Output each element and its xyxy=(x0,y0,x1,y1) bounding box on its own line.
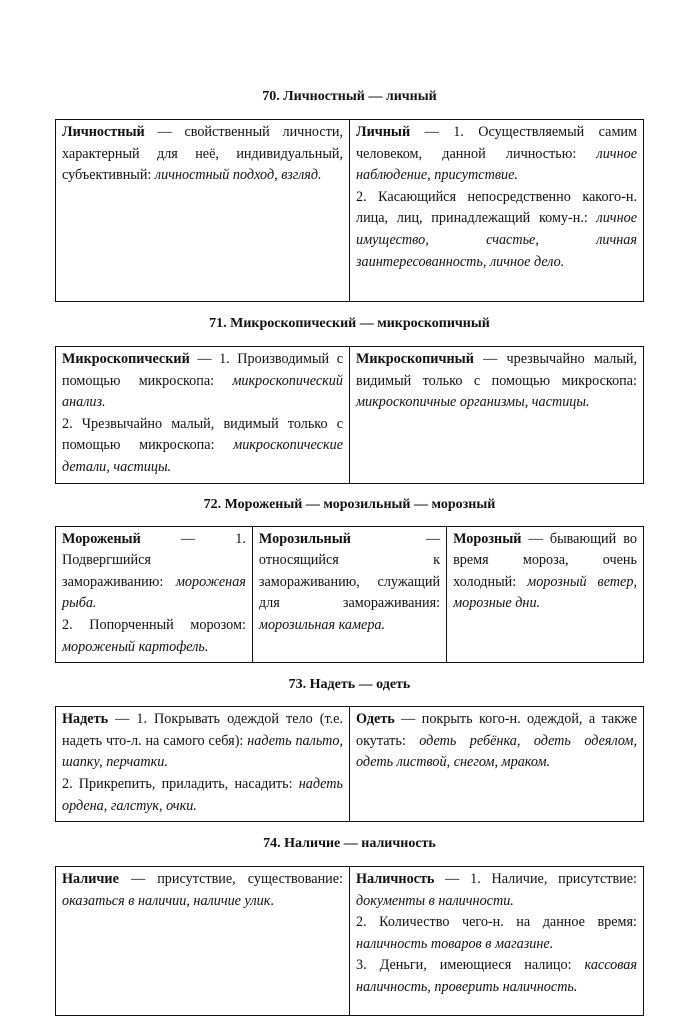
section-70 xyxy=(55,88,644,302)
definition-main xyxy=(453,529,637,615)
headword: Личностный xyxy=(62,124,145,140)
usage-example: надеть ордена, галстук, очки. xyxy=(62,775,343,814)
definition-main xyxy=(62,869,343,912)
definition-sense xyxy=(62,414,343,479)
definition-text: — присутствие, существование: xyxy=(118,871,343,888)
usage-example: морозный ветер, морозные дни. xyxy=(453,573,637,612)
definition-cell xyxy=(447,526,644,663)
definition-main xyxy=(356,349,637,414)
usage-example: наличность товаров в магазине. xyxy=(356,935,554,952)
definition-text: 2. Чрезвычайно малый, видимый только с помощью микроскопа: xyxy=(62,415,343,454)
definition-text: — 1. Производимый с помощью микроскопа: xyxy=(62,351,343,389)
definition-text: 2. Касающийся непосредственно какого-н. лица, лиц, принадлежащий кому-н.: xyxy=(356,188,637,227)
definition-text: — свойственный личности, характерный для неё, индивидуальный, субъективный: xyxy=(62,124,343,184)
definition-cell xyxy=(56,526,253,663)
headword: Личный xyxy=(356,124,411,140)
definition-main xyxy=(356,709,637,774)
usage-example: личное имущество, счастье, личная заинтересованность, личное дело. xyxy=(356,210,637,270)
definition-text: 3. Деньги, имеющиеся налицо: xyxy=(356,957,585,974)
usage-example: личностный подход, взгляд. xyxy=(154,167,322,184)
headword: Наличие xyxy=(62,871,119,888)
usage-example: микроскопические детали, частицы. xyxy=(62,437,343,475)
section-73 xyxy=(55,676,644,822)
headword: Морозный xyxy=(453,530,522,547)
definition-cell xyxy=(56,347,350,484)
definition-cell xyxy=(350,707,644,822)
definition-text: 2. Прикрепить, приладить, насадить: xyxy=(62,775,299,792)
definition-sense xyxy=(356,955,637,998)
definition-main xyxy=(259,529,440,637)
definition-cell xyxy=(252,526,446,663)
usage-example: надеть пальто, шапку, перчатки. xyxy=(62,732,343,771)
usage-example: личное наблюдение, присутствие. xyxy=(356,145,637,184)
definition-text: — чрезвычайно малый, видимый только с помощью микроскопа: xyxy=(356,351,637,389)
usage-example: кассовая наличность, проверить наличность. xyxy=(356,957,637,996)
definition-text: — 1. Наличие, присутствие: xyxy=(434,871,637,888)
section-72 xyxy=(55,496,644,664)
definition-main xyxy=(62,529,246,615)
definition-main xyxy=(356,122,637,187)
definition-cell xyxy=(350,347,644,484)
section-title: 74. Наличие — наличность xyxy=(263,836,436,852)
definition-main xyxy=(356,869,637,912)
definition-sense xyxy=(62,615,246,658)
page xyxy=(55,88,644,1016)
comparison-table xyxy=(55,706,644,822)
definition-cell xyxy=(56,867,350,1016)
section-71 xyxy=(55,315,644,484)
section-title: 73. Надеть — одеть xyxy=(288,677,411,693)
definition-sense xyxy=(62,774,343,817)
usage-example: мороженая рыба. xyxy=(62,573,246,612)
comparison-table xyxy=(55,346,644,484)
comparison-table xyxy=(55,866,644,1016)
headword: Микроскопический xyxy=(62,351,190,367)
definition-text: — 1. Подвергшийся замораживанию: xyxy=(62,530,246,590)
definition-text: — 1. Покрывать одеждой тело (т.е. надеть что-л. на самого себя): xyxy=(62,711,343,749)
usage-example: мороженый картофель. xyxy=(62,638,209,655)
definition-sense xyxy=(356,912,637,955)
comparison-table xyxy=(55,526,644,664)
definition-main xyxy=(62,122,343,187)
headword: Морозильный xyxy=(258,530,351,547)
definition-cell xyxy=(56,707,350,822)
headword: Одеть xyxy=(356,711,395,728)
headword: Надеть xyxy=(62,711,109,728)
section-74 xyxy=(55,835,644,1016)
comparison-table xyxy=(55,119,644,302)
usage-example: морозильная камера. xyxy=(258,616,386,633)
definition-text: — 1. Осуществляемый самим человеком, данной личностью: xyxy=(356,124,637,162)
definition-cell xyxy=(350,120,644,302)
usage-example: документы в наличности. xyxy=(356,892,514,909)
usage-example: микроскопический анализ. xyxy=(62,372,343,411)
usage-example: микроскопичные организмы, частицы. xyxy=(356,394,590,411)
definition-cell xyxy=(350,867,644,1016)
usage-example: одеть ребёнка, одеть одеялом, одеть листвой, снегом, мраком. xyxy=(356,732,637,771)
headword: Микроскопичный xyxy=(356,351,474,367)
definition-sense xyxy=(356,187,637,273)
headword: Наличность xyxy=(356,871,435,888)
definition-cell xyxy=(56,120,350,302)
definition-text: . xyxy=(270,892,274,909)
definition-main xyxy=(62,709,343,774)
headword: Мороженый xyxy=(62,530,141,547)
definition-main xyxy=(62,349,343,414)
definition-text: 2. Попорченный морозом: xyxy=(62,616,246,633)
definition-text: 2. Количество чего-н. на данное время: xyxy=(356,914,637,931)
definition-text: — бывающий во время мороза, очень холодный: xyxy=(453,530,637,590)
section-title: 71. Микроскопический — микроскопичный xyxy=(209,316,490,331)
section-title: 70. Личностный — личный xyxy=(262,89,437,104)
usage-example: оказаться в наличии, наличие улик xyxy=(62,892,271,909)
definition-text: — относящийся к замораживанию, служащий для замораживания: xyxy=(258,530,441,612)
section-title: 72. Мороженый — морозильный — морозный xyxy=(203,496,496,512)
definition-text: — покрыть кого-н. одеждой, а также окутать: xyxy=(356,711,637,749)
